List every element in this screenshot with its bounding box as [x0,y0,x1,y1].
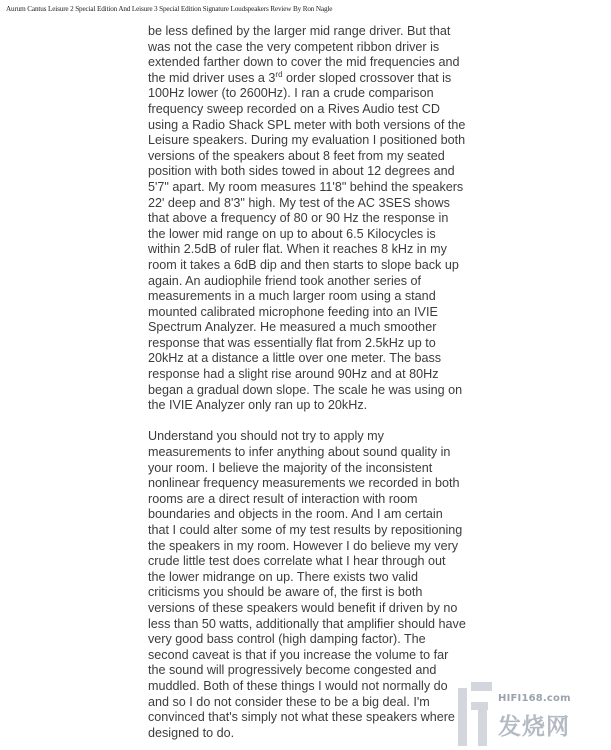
superscript-rd: rd [275,69,283,79]
paragraph-1-text-a: be less defined by the larger mid range driver. But that was not the case the very competent ribbon driver is extended farther down to cover the mid frequencies and the mid driver uses a 3 [148,24,460,85]
article-paragraph-1 [148,24,466,414]
hifi168-logo-icon [456,680,496,750]
running-header: Aurum Cantus Leisure 2 Special Edition And Leisure 3 Special Edition Signature Loudspeakers Review By Ron Nagle [6,5,333,13]
site-watermark [452,680,611,750]
article-body [148,24,466,741]
paragraph-1-text-b: order sloped crossover that is 100Hz lower (to 2600Hz). I ran a crude comparison frequency sweep recorded on a Rives Audio test CD using a Radio Shack SPL meter with both versions of the Leisure speakers. During my evaluation I positioned both versions of the speakers about 8 feet from my seated position with both sides towed in about 12 degrees and 5'7" apart. My room measures 11'8" behind the speakers 22' deep and 8'3" high. My test of the AC 3SES shows that above a frequency of 80 or 90 Hz the response in the lower mid range on up to about 6.5 Kilocycles is within 2.5dB of ruler flat. When it reaches 8 kHz in my room it takes a 6dB dip and then starts to slope back up again. An audiophile friend took another series of measurements in a much larger room using a stand mounted calibrated microphone feeding into an IVIE Spectrum Analyzer. He measured a much smoother response that was essentially flat from 2.5kHz up to 20kHz at a distance a little over one meter. The bass response had a slight rise around 90Hz and at 80Hz began a gradual down slope. The scale he was using on the IVIE Analyzer only ran up to 20kHz. [148,70,466,413]
article-paragraph-2: Understand you should not try to apply my measurements to infer anything about sound quality in your room. I believe the majority of the inconsistent nonlinear frequency measurements we recorded in both rooms are a direct result of interaction with room boundaries and objects in the room. And I am certain that I could alter some of my test results by repositioning the speakers in my room. However I do believe my very crude little test does correlate what I hear through out the lower midrange on up. There exists two valid criticisms you should be aware of, the first is both versions of these speakers would benefit if driven by no less than 50 watts, additionally that amplifier should have very good bass control (high damping factor). The second caveat is that if you increase the volume to far the sound will progressively become congested and muddled. Both of these things I would not normally do and so I do not consider these to be a big deal. I'm convinced that's simply not what these speakers where designed to do. [148,429,466,740]
watermark-url: HIFI168.com [498,693,571,704]
watermark-chinese-text: 发烧网 [498,714,570,740]
